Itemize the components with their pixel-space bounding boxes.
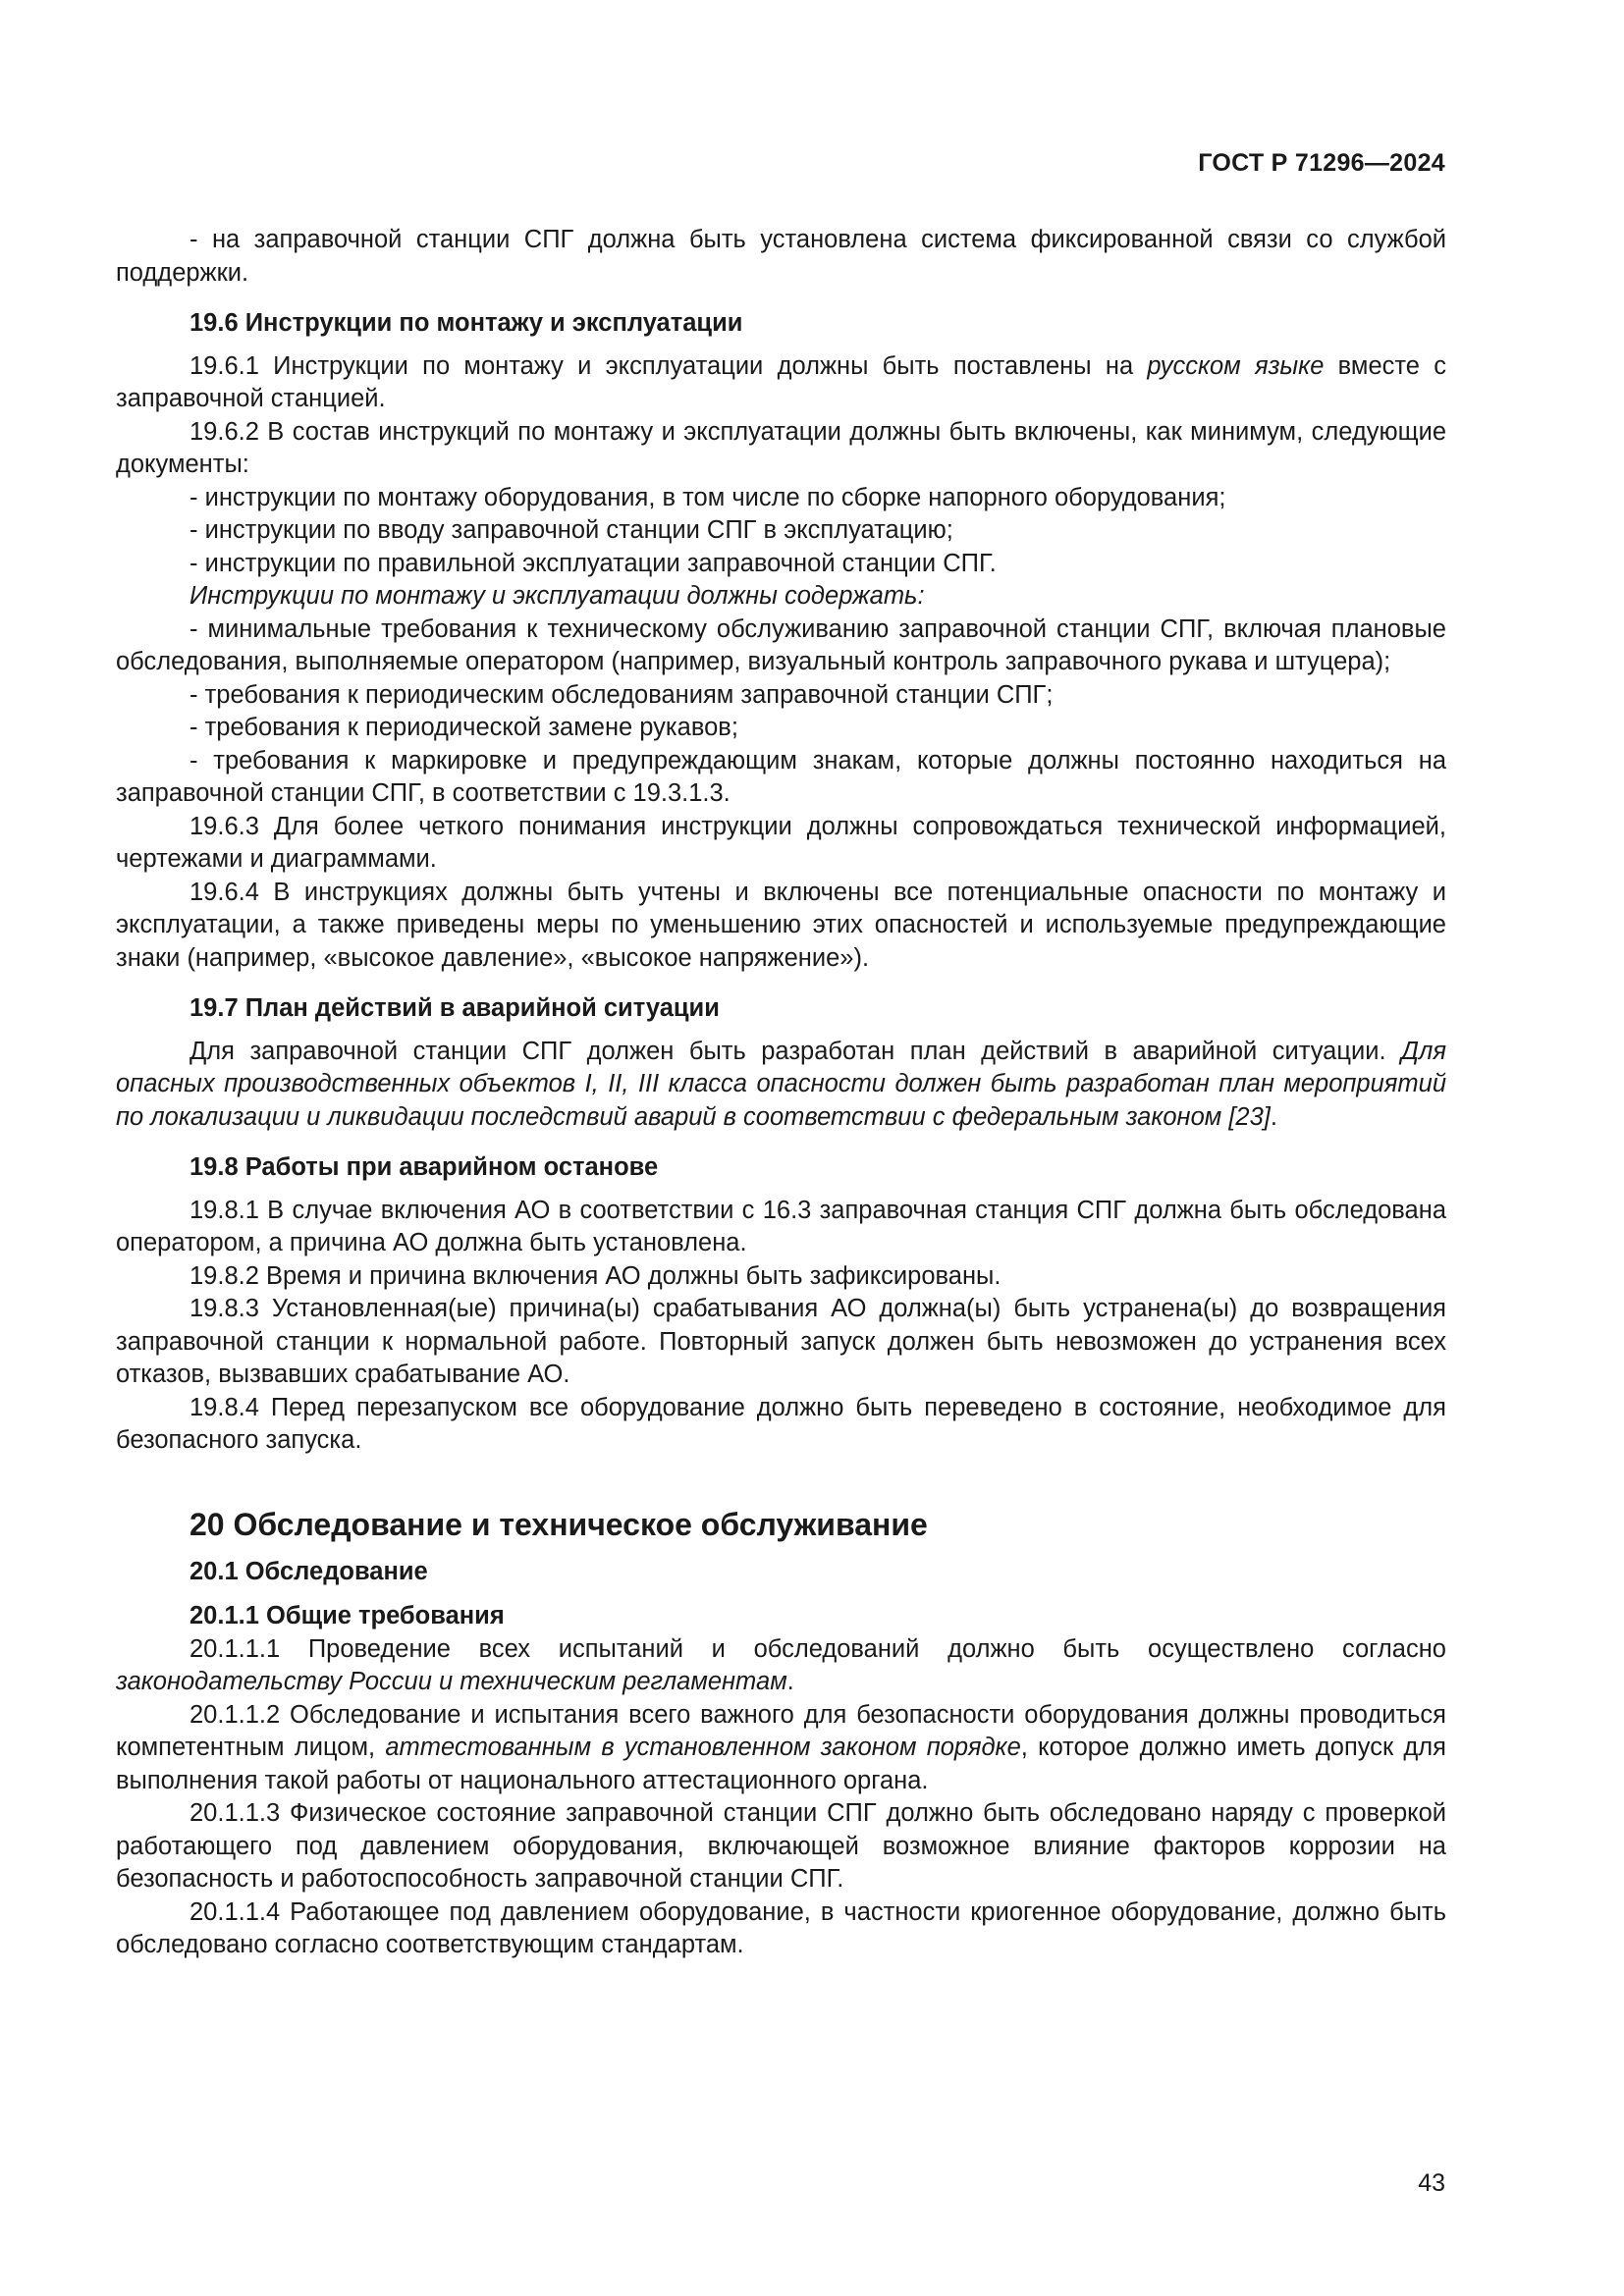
list-item: - инструкции по правильной эксплуатации заправочной станции СПГ. xyxy=(189,549,997,577)
paragraph: 20.1.1.4 Работающее под давлением оборудование, в частности криогенное оборудование, должно быть обследовано согласно соответствующим стандартам. xyxy=(116,1897,1446,1958)
paragraph: 19.6.2 В состав инструкций по монтажу и эксплуатации должны быть включены, как минимум, следующие документы: xyxy=(116,417,1446,478)
list-item: - инструкции по монтажу оборудования, в том числе по сборке напорного оборудования; xyxy=(189,483,1226,511)
paragraph: - на заправочной станции СПГ должна быть установлена система фиксированной связи со службой поддержки. xyxy=(116,226,1446,287)
section-heading-19-7: 19.7 План действий в аварийной ситуации xyxy=(189,994,720,1022)
paragraph: 20.1.1.3 Физическое состояние заправочной станции СПГ должно быть обследовано наряду с проверкой работающего под давлением оборудования, включающей возможное влияние факторов коррозии на безопасность и работоспособность заправочной станции СПГ. xyxy=(116,1799,1446,1893)
paragraph: 19.6.4 В инструкциях должны быть учтены и включены все потенциальные опасности по монтажу и эксплуатации, а также приведены меры по уменьшению этих опасностей и используемые предупреждающие знаки (например, «высокое давление», «высокое напряжение»). xyxy=(116,878,1446,972)
page-number: 43 xyxy=(1418,2169,1445,2197)
list-item: - инструкции по вводу заправочной станции СПГ в эксплуатацию; xyxy=(189,516,953,544)
italic-intro: Инструкции по монтажу и эксплуатации должны содержать: xyxy=(189,582,925,610)
page-body xyxy=(116,224,1446,1962)
subsection-heading-20-1-1: 20.1.1 Общие требования xyxy=(189,1602,505,1629)
document-number: ГОСТ Р 71296—2024 xyxy=(1198,149,1445,177)
list-item: - минимальные требования к техническому обслуживанию заправочной станции СПГ, включая плановые обследования, выполняемые оператором (например, визуальный контроль заправочного рукава и штуцера); xyxy=(116,614,1446,675)
paragraph: 20.1.1.1 Проведение всех испытаний и обследований должно быть осуществлено согласно законодательству России и техническим регламентам. xyxy=(116,1634,1446,1695)
list-item: - требования к периодическим обследованиям заправочной станции СПГ; xyxy=(189,680,1054,709)
list-item: - требования к маркировке и предупреждающим знакам, которые должны постоянно находиться на заправочной станции СПГ, в соответствии с 19.3.1.3. xyxy=(116,746,1446,807)
paragraph: 19.8.1 В случае включения АО в соответствии с 16.3 заправочная станция СПГ должна быть обследована оператором, а причина АО должна быть установлена. xyxy=(116,1196,1446,1256)
chapter-heading-20: 20 Обследование и техническое обслуживание xyxy=(189,1506,928,1542)
paragraph: 19.8.4 Перед перезапуском все оборудование должно быть переведено в состояние, необходимое для безопасного запуска. xyxy=(116,1393,1446,1454)
paragraph: 19.8.3 Установленная(ые) причина(ы) срабатывания АО должна(ы) быть устранена(ы) до возвращения заправочной станции к нормальной работе. Повторный запуск должен быть невозможен до устранения всех отказов, вызвавших срабатывание АО. xyxy=(116,1295,1446,1388)
paragraph: 19.8.2 Время и причина включения АО должны быть зафиксированы. xyxy=(189,1261,1001,1290)
section-heading-19-8: 19.8 Работы при аварийном останове xyxy=(189,1153,659,1181)
subsection-heading-20-1: 20.1 Обследование xyxy=(189,1557,428,1585)
paragraph: 19.6.1 Инструкции по монтажу и эксплуатации должны быть поставлены на русском языке вместе с заправочной станцией. xyxy=(116,351,1446,412)
list-item: - требования к периодической замене рукавов; xyxy=(189,714,738,741)
section-heading-19-6: 19.6 Инструкции по монтажу и эксплуатации xyxy=(189,309,743,337)
paragraph: 20.1.1.2 Обследование и испытания всего важного для безопасности оборудования должны проводиться компетентным лицом, аттестованным в установленном законом порядке, которое должно иметь допуск для выполнения такой работы от национального аттестационного органа. xyxy=(116,1700,1446,1794)
paragraph: Для заправочной станции СПГ должен быть разработан план действий в аварийной ситуации. Для опасных производственных объектов I, II, III класса опасности должен быть разработан план мероприятий по локализации и ликвидации последствий аварий в соответствии с федеральным законом [23]. xyxy=(116,1037,1446,1131)
paragraph: 19.6.3 Для более четкого понимания инструкции должны сопровождаться технической информацией, чертежами и диаграммами. xyxy=(116,812,1446,873)
